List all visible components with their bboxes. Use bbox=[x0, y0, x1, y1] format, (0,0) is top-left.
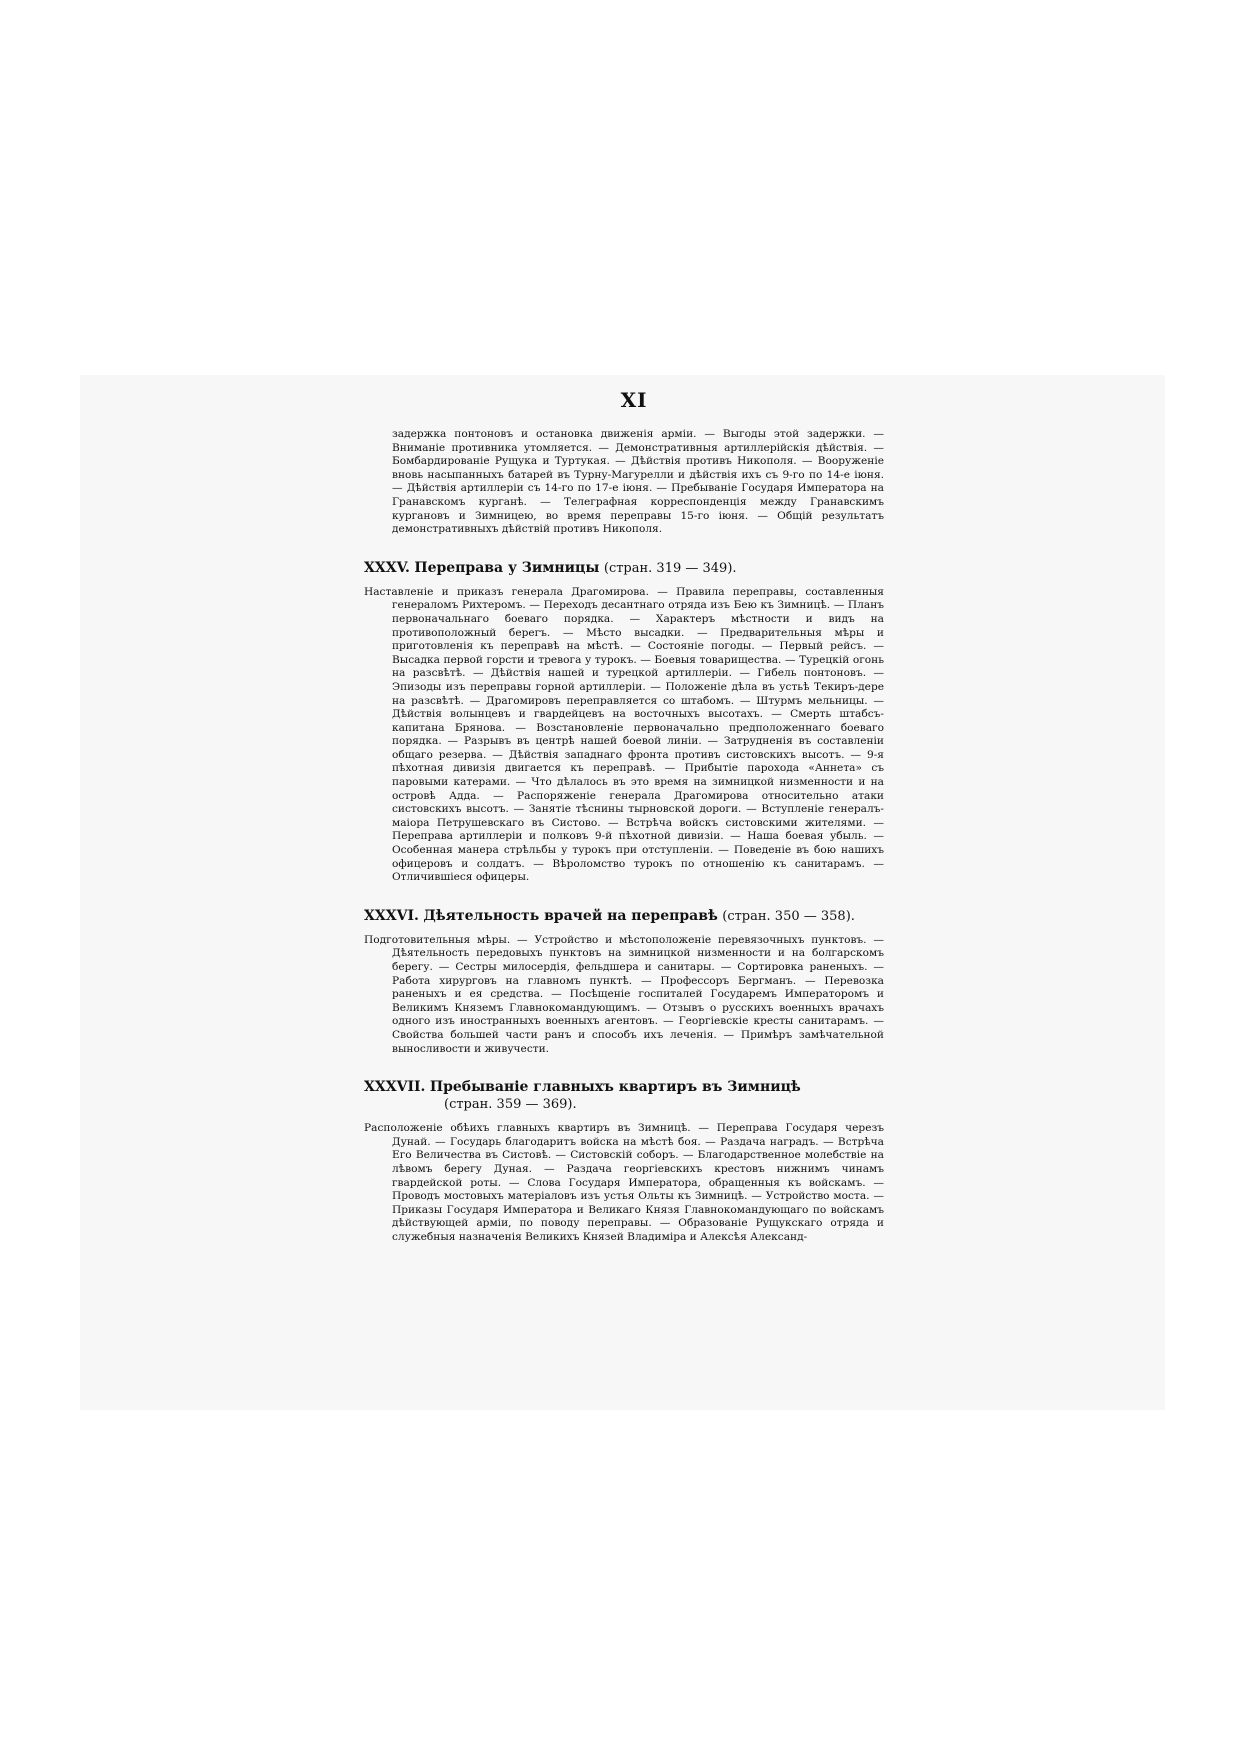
chapter-title: Пребываніе главныхъ квартиръ въ Зимницѣ bbox=[429, 1079, 801, 1096]
chapter-heading-xxxvi bbox=[364, 907, 884, 926]
continuation-paragraph: задержка понтоновъ и остановка движенія арміи. — Выгоды этой задержки. — Вниманіе противника утомляется. — Демонстративныя артиллерійскія дѣйствія. — Бомбардированіе Рущука и Туртукая. — Дѣйствія противъ Никополя. — Вооруженіе вновь насыпанныхъ батарей въ Турну-Магурелли и дѣйствія ихъ съ 9-го по 14-е іюня. — Дѣйствія артиллеріи съ 14-го по 17-е іюня. — Пребываніе Государя Императора на Гранавскомъ курганѣ. — Телеграфная корреспонденція между Гранавскимъ кургановъ и Зимницею, во время переправы 15-го іюня. — Общій результатъ демонстративныхъ дѣйствій противъ Никополя. bbox=[392, 428, 884, 536]
chapter-pages: (стран. 350 — 358). bbox=[722, 908, 855, 924]
chapter-summary-xxxv: Наставленіе и приказъ генерала Драгомирова. — Правила переправы, составленныя генераломъ Рихтеромъ. — Переходъ десантнаго отряда изъ Бею къ Зимницѣ. — Планъ первоначальнаго боеваго порядка. — Характеръ мѣстности и видъ на противоположный берегъ. — Мѣсто высадки. — Предварительныя мѣры и приготовленія къ переправѣ на мѣстѣ. — Состояніе погоды. — Первый рейсъ. — Высадка первой горсти и тревога у турокъ. — Боевыя товарищества. — Турецкій огонь на разсвѣтѣ. — Дѣйствія нашей и турецкой артиллеріи. — Гибель понтоновъ. — Эпизоды изъ переправы горной артиллеріи. — Положеніе дѣла въ устьѣ Текиръ-дере на разсвѣтѣ. — Драгомировъ переправляется со штабомъ. — Штурмъ мельницы. — Дѣйствія волынцевъ и гвардейцевъ на восточныхъ высотахъ. — Смерть штабсъ-капитана Брянова. — Возстановленіе первоначально предположеннаго боеваго порядка. — Разрывъ въ центрѣ нашей боевой линіи. — Затрудненія въ составленіи общаго резерва. — Дѣйствія западнаго фронта противъ систовскихъ высотъ. — 9-я пѣхотная дивизія двигается къ переправѣ. — Прибытіе парохода «Аннета» съ паровыми катерами. — Что дѣлалось въ это время на зимницкой низменности и на островѣ Адда. — Распоряженіе генерала Драгомирова относительно атаки систовскихъ высотъ. — Занятіе тѣснины тырновской дороги. — Вступленіе генералъ-маіора Петрушевскаго въ Систово. — Встрѣча войскъ систовскими жителями. — Переправа артиллеріи и полковъ 9-й пѣхотной дивизіи. — Наша боевая убыль. — Особенная манера стрѣльбы у турокъ при отступленіи. — Поведеніе въ бою нашихъ офицеровъ и солдатъ. — Вѣроломство турокъ по отношенію къ санитарамъ. — Отличившіеся офицеры. bbox=[364, 585, 884, 884]
chapter-summary-xxxvii: Расположеніе обѣихъ главныхъ квартиръ въ Зимницѣ. — Переправа Государя черезъ Дунай. — Государь благодаритъ войска на мѣстѣ боя. — Раздача наградъ. — Встрѣча Его Величества въ Систовѣ. — Систовскій соборъ. — Благодарственное молебствіе на лѣвомъ берегу Дуная. — Раздача георгіевскихъ крестовъ нижнимъ чинамъ гвардейской роты. — Слова Государя Императора, обращенныя къ войскамъ. — Проводъ мостовыхъ матеріаловъ изъ устья Ольты къ Зимницѣ. — Устройство моста. — Приказы Государя Императора и Великаго Князя Главнокомандующаго по войскамъ дѣйствующей арміи, по поводу переправы. — Образованіе Рущукскаго отряда и служебныя назначенія Великихъ Князей Владиміра и Алексѣя Александ- bbox=[364, 1122, 884, 1243]
chapter-heading-xxxvii bbox=[364, 1078, 884, 1114]
text-column bbox=[364, 388, 884, 1245]
chapter-pages: (стран. 319 — 349). bbox=[603, 560, 737, 576]
page-number: XI bbox=[620, 388, 648, 412]
chapter-title: Переправа у Зимницы bbox=[414, 559, 600, 576]
chapter-title: Дѣятельность врачей на переправѣ bbox=[423, 907, 718, 924]
chapter-summary-xxxvi: Подготовительныя мѣры. — Устройство и мѣстоположеніе перевязочныхъ пунктовъ. — Дѣятельность передовыхъ пунктовъ на зимницкой низменности и на болгарскомъ берегу. — Сестры милосердія, фельдшера и санитары. — Сортировка раненыхъ. — Работа хирурговъ на главномъ пунктѣ. — Профессоръ Бергманъ. — Перевозка раненыхъ и ея средства. — Посѣщеніе госпиталей Государемъ Императоромъ и Великимъ Княземъ Главнокомандующимъ. — Отзывъ о русскихъ военныхъ врачахъ одного изъ иностранныхъ военныхъ агентовъ. — Георгіевскіе кресты санитарамъ. — Свойства большей части ранъ и способъ ихъ леченія. — Примѣръ замѣчательной выносливости и живучести. bbox=[364, 933, 884, 1055]
chapter-pages: (стран. 359 — 369). bbox=[444, 1097, 577, 1113]
chapter-heading-xxxv bbox=[364, 559, 884, 578]
chapter-number: XXXVI. bbox=[364, 907, 419, 924]
chapter-number: XXXVII. bbox=[364, 1079, 426, 1096]
chapter-number: XXXV. bbox=[364, 559, 410, 576]
